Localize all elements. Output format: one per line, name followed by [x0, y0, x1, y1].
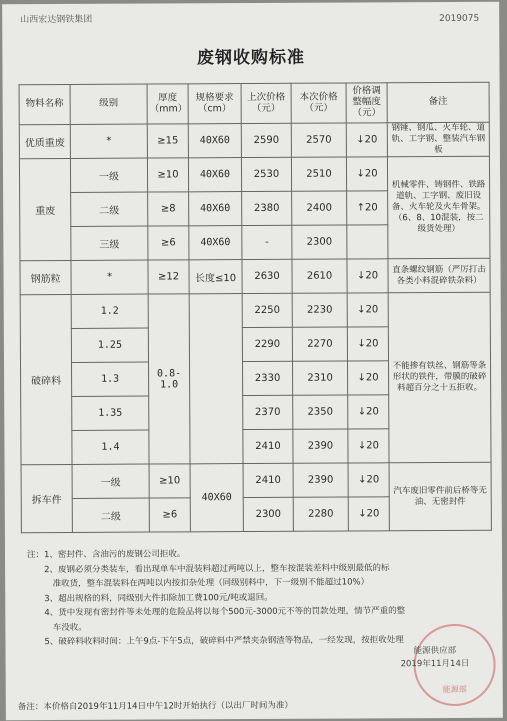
- table-row: [19, 156, 489, 192]
- change-cell: ↓20: [346, 157, 387, 191]
- page-title: 废钢收购标准: [196, 47, 305, 69]
- remark-cell: 钢锤、钢瓜、火车轮、道轨、工字钢、整装汽车钢板: [387, 122, 489, 157]
- grade-cell: 一级: [72, 464, 149, 498]
- last-price-cell: -: [242, 225, 292, 259]
- table-header-row: [19, 82, 489, 124]
- this-price-cell: 2280: [293, 497, 348, 531]
- grade-cell: 三级: [71, 226, 148, 260]
- col-material: 物料名称: [19, 84, 70, 124]
- material-name: 拆车件: [21, 465, 72, 533]
- grade-cell: 1.3: [72, 362, 149, 396]
- spec-cell: 长度≤10: [189, 260, 242, 294]
- document-number: 2019075: [439, 13, 480, 25]
- col-change: 价格调整幅度（元）: [346, 83, 387, 123]
- signature-date: 2019年11月14日: [400, 658, 470, 670]
- this-price-cell: 2310: [293, 361, 348, 395]
- spec-cell: 40X60: [190, 464, 243, 532]
- material-name: 优质重废: [19, 124, 70, 158]
- thickness-cell: ≥6: [149, 498, 190, 532]
- note-line: 5、破碎料收料时间：上午9点-下午5点，破碎料中严禁夹杂钢渣等物品，一经发现，按拒收处理: [27, 635, 404, 648]
- thickness-cell: ≥15: [147, 124, 188, 158]
- note-line: 2、废钢必须分类装车，看出现单车中混装料超过两吨以上，整车按混装差料中级别最低的标: [27, 562, 390, 575]
- company-name: 山西宏达钢铁集团: [20, 14, 93, 26]
- document-page: [2, 2, 503, 721]
- col-spec: 规格要求（cm）: [188, 84, 241, 124]
- thickness-cell: ≥10: [147, 158, 188, 192]
- change-cell: ↓20: [348, 395, 389, 429]
- table-row: [21, 462, 491, 498]
- thickness-cell: ≥10: [149, 464, 190, 498]
- change-cell: [347, 225, 388, 259]
- signature-block: [400, 645, 469, 671]
- last-price-cell: 2380: [242, 191, 292, 225]
- last-price-cell: 2630: [242, 259, 292, 293]
- note-line: 4、货中发现有密封件等未处理的危险品将以每个500元-3000元不等的罚款处理，情节严重的整: [27, 606, 406, 619]
- col-thickness: 厚度（mm）: [147, 84, 188, 124]
- this-price-cell: 2610: [292, 259, 347, 293]
- col-this-price: 本次价格（元）: [291, 83, 346, 123]
- col-last-price: 上次价格（元）: [241, 83, 291, 123]
- col-remark: 备注: [387, 82, 489, 123]
- table-row: [20, 292, 490, 328]
- this-price-cell: 2390: [293, 463, 348, 497]
- note-line: 3、超出规格的料，同级别大件扣除加工费100元/吨或退回。: [27, 592, 273, 604]
- col-grade: 级别: [70, 84, 147, 124]
- thickness-cell: ≥8: [148, 192, 189, 226]
- remark-cell: 直条螺纹钢筋（严厉打击各类小料混碎铁杂料）: [388, 258, 490, 293]
- last-price-cell: 2530: [241, 157, 291, 191]
- last-price-cell: 2330: [243, 361, 293, 395]
- change-cell: ↑20: [347, 191, 388, 225]
- remark-cell: 机械零件、铸钢件、铁路道轨、工字钢、废旧设备、火车轮及火车骨架。（6、8、10混装，按二级货处理）: [387, 156, 490, 259]
- change-cell: ↓20: [347, 327, 388, 361]
- grade-cell: 1.2: [71, 294, 148, 328]
- footer-note: 备注：本价格自2019年11月14日中午12时开始执行（以出厂时间为准）: [17, 700, 293, 713]
- spec-cell: 40X60: [189, 192, 242, 226]
- grade-cell: 二级: [72, 498, 149, 532]
- grade-cell: 1.35: [72, 396, 149, 430]
- grade-cell: *: [71, 260, 148, 294]
- this-price-cell: 2350: [293, 395, 348, 429]
- change-cell: ↓20: [348, 429, 389, 463]
- stamp-text: 能源部: [442, 684, 467, 695]
- spec-cell: 40X60: [189, 226, 242, 260]
- signature-dept: 能源供应部: [413, 645, 457, 657]
- last-price-cell: 2410: [243, 429, 293, 463]
- spec-cell: [189, 294, 243, 464]
- change-cell: ↓20: [347, 259, 388, 293]
- spec-cell: 40X60: [188, 124, 241, 158]
- this-price-cell: 2400: [292, 191, 347, 225]
- this-price-cell: 2570: [291, 123, 346, 157]
- this-price-cell: 2270: [292, 327, 347, 361]
- change-cell: ↓20: [347, 293, 388, 327]
- grade-cell: 1.25: [71, 328, 148, 362]
- note-line: 注：1、密封件、含油污的废钢公司拒收。: [26, 549, 186, 561]
- grade-cell: 一级: [70, 158, 147, 192]
- change-cell: ↓20: [346, 123, 387, 157]
- change-cell: ↓20: [348, 361, 389, 395]
- notes-section: [27, 546, 488, 650]
- grade-cell: 1.4: [72, 430, 149, 464]
- this-price-cell: 2390: [293, 429, 348, 463]
- last-price-cell: 2250: [242, 293, 292, 327]
- this-price-cell: 2510: [291, 157, 346, 191]
- change-cell: ↓20: [348, 463, 389, 497]
- price-table: [19, 82, 492, 534]
- remark-cell: 汽车废旧零件前后桥等无油、无密封件: [389, 462, 491, 531]
- grade-cell: *: [70, 124, 147, 159]
- table-row: [20, 258, 490, 294]
- last-price-cell: 2300: [243, 497, 293, 531]
- this-price-cell: 2230: [292, 293, 347, 327]
- last-price-cell: 2290: [242, 327, 292, 361]
- thickness-cell: ≥6: [148, 226, 189, 260]
- material-name: 钢筋粒: [20, 261, 71, 295]
- thickness-cell: ≥12: [148, 260, 189, 294]
- this-price-cell: 2300: [292, 225, 347, 259]
- change-cell: ↓20: [348, 497, 389, 531]
- material-name: 破碎料: [20, 295, 72, 465]
- last-price-cell: 2370: [243, 395, 293, 429]
- note-line: 准收货，整车混装料在两吨以内按扣杂处理（同级别料中，下一级别不能超过10%）: [27, 577, 370, 590]
- grade-cell: 二级: [71, 192, 148, 226]
- last-price-cell: 2410: [243, 463, 293, 497]
- spec-cell: 40X60: [188, 158, 241, 192]
- note-line: 车没收。: [27, 622, 87, 633]
- last-price-cell: 2590: [241, 123, 291, 157]
- thickness-cell: 0.8-1.0: [148, 294, 190, 464]
- remark-cell: 不能掺有铁丝、钢筋等条形状的铁件，带膜的破碎料超百分之十五拒收。: [388, 292, 491, 463]
- table-row: [19, 122, 489, 159]
- material-name: 重废: [19, 159, 71, 261]
